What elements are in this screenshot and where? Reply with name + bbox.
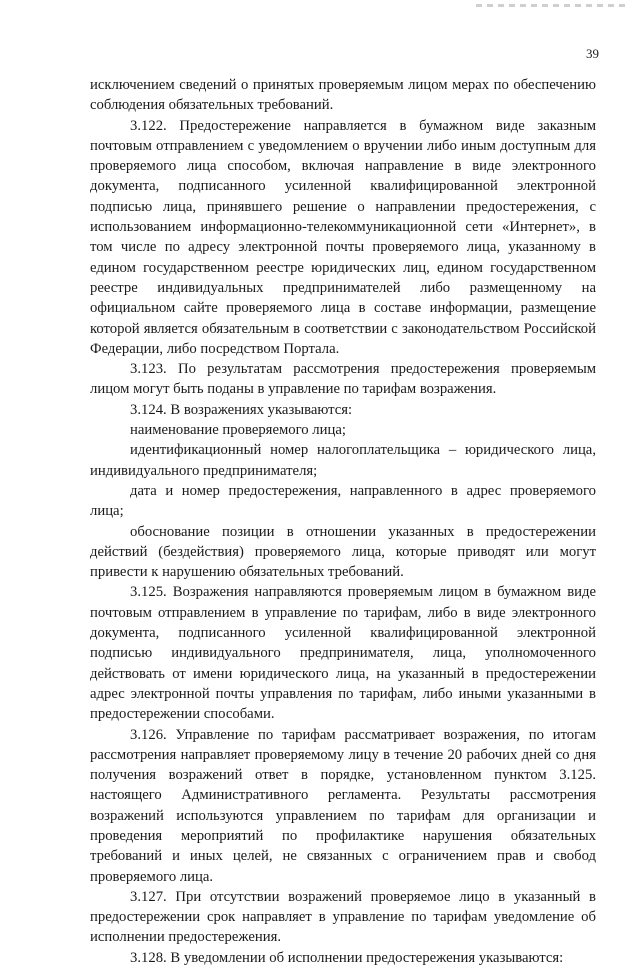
paragraph-continuation: исключением сведений о принятых проверяемым лицом мерах по обеспечению соблюдения обязательных требований. — [90, 77, 596, 114]
paragraph-3-123: 3.123. По результатам рассмотрения предостережения проверяемым лицом могут быть поданы в управление по тарифам возражения. — [90, 361, 596, 398]
page-number: 39 — [586, 46, 599, 61]
list-item-justification: обоснование позиции в отношении указанных в предостережении действий (бездействия) проверяемого лица, которые приводят или могут привести к нарушению обязательных требований. — [90, 523, 596, 581]
paragraph-3-128: 3.128. В уведомлении об исполнении предостережения указываются: — [130, 949, 564, 966]
paragraph-3-125: 3.125. Возражения направляются проверяемым лицом в бумажном виде почтовым отправлением в управление по тарифам, либо в виде электронного документа, подписанного усиленной квалифицированной электронной подписью индивидуального предпринимателя, лица, уполномоченного действовать от имени юридического лица, на указанный в предостережении адрес электронной почты управления по тарифам, либо иными указанными в предостережении способами. — [90, 584, 596, 723]
list-item-name: наименование проверяемого лица; — [130, 422, 346, 439]
paragraph-3-127: 3.127. При отсутствии возражений проверяемое лицо в указанный в предостережении срок направляет в управление по тарифам уведомление об исполнении предостережения. — [90, 888, 596, 946]
document-body — [90, 75, 596, 968]
scan-artifact — [476, 4, 626, 7]
paragraph-3-124: 3.124. В возражениях указываются: — [130, 401, 353, 418]
paragraph-3-126: 3.126. Управление по тарифам рассматривает возражения, по итогам рассмотрения направляет проверяемому лицу в течение 20 рабочих дней со дня получения возражений ответ в порядке, установленном пунктом 3.125. настоящего Административного регламента. Результаты рассмотрения возражений используются управлением по тарифам для организации и проведения мероприятий по профилактике нарушения обязательных требований и иных целей, не связанных с ограничением прав и свобод проверяемого лица. — [90, 726, 596, 885]
list-item-date-number: дата и номер предостережения, направленного в адрес проверяемого лица; — [90, 482, 596, 520]
list-item-inn: идентификационный номер налогоплательщика – юридического лица, индивидуального предпринимателя; — [90, 442, 596, 479]
paragraph-3-122: 3.122. Предостережение направляется в бумажном виде заказным почтовым отправлением с уведомлением о вручении либо иным доступным для проверяемого лица способом, включая направление в виде электронного документа, подписанного усиленной квалифицированной электронной подписью лица, принявшего решение о направлении предостережения, с использованием информационно-телекоммуникационной сети «Интернет», в том числе по адресу электронной почты проверяемого лица, указанному в едином государственном реестре юридических лиц, едином государственном реестре индивидуальных предпринимателей либо размещенному на официальном сайте проверяемого лица в составе информации, размещение которой является обязательным в соответствии с законодательством Российской Федерации, либо посредством Портала. — [90, 117, 596, 357]
